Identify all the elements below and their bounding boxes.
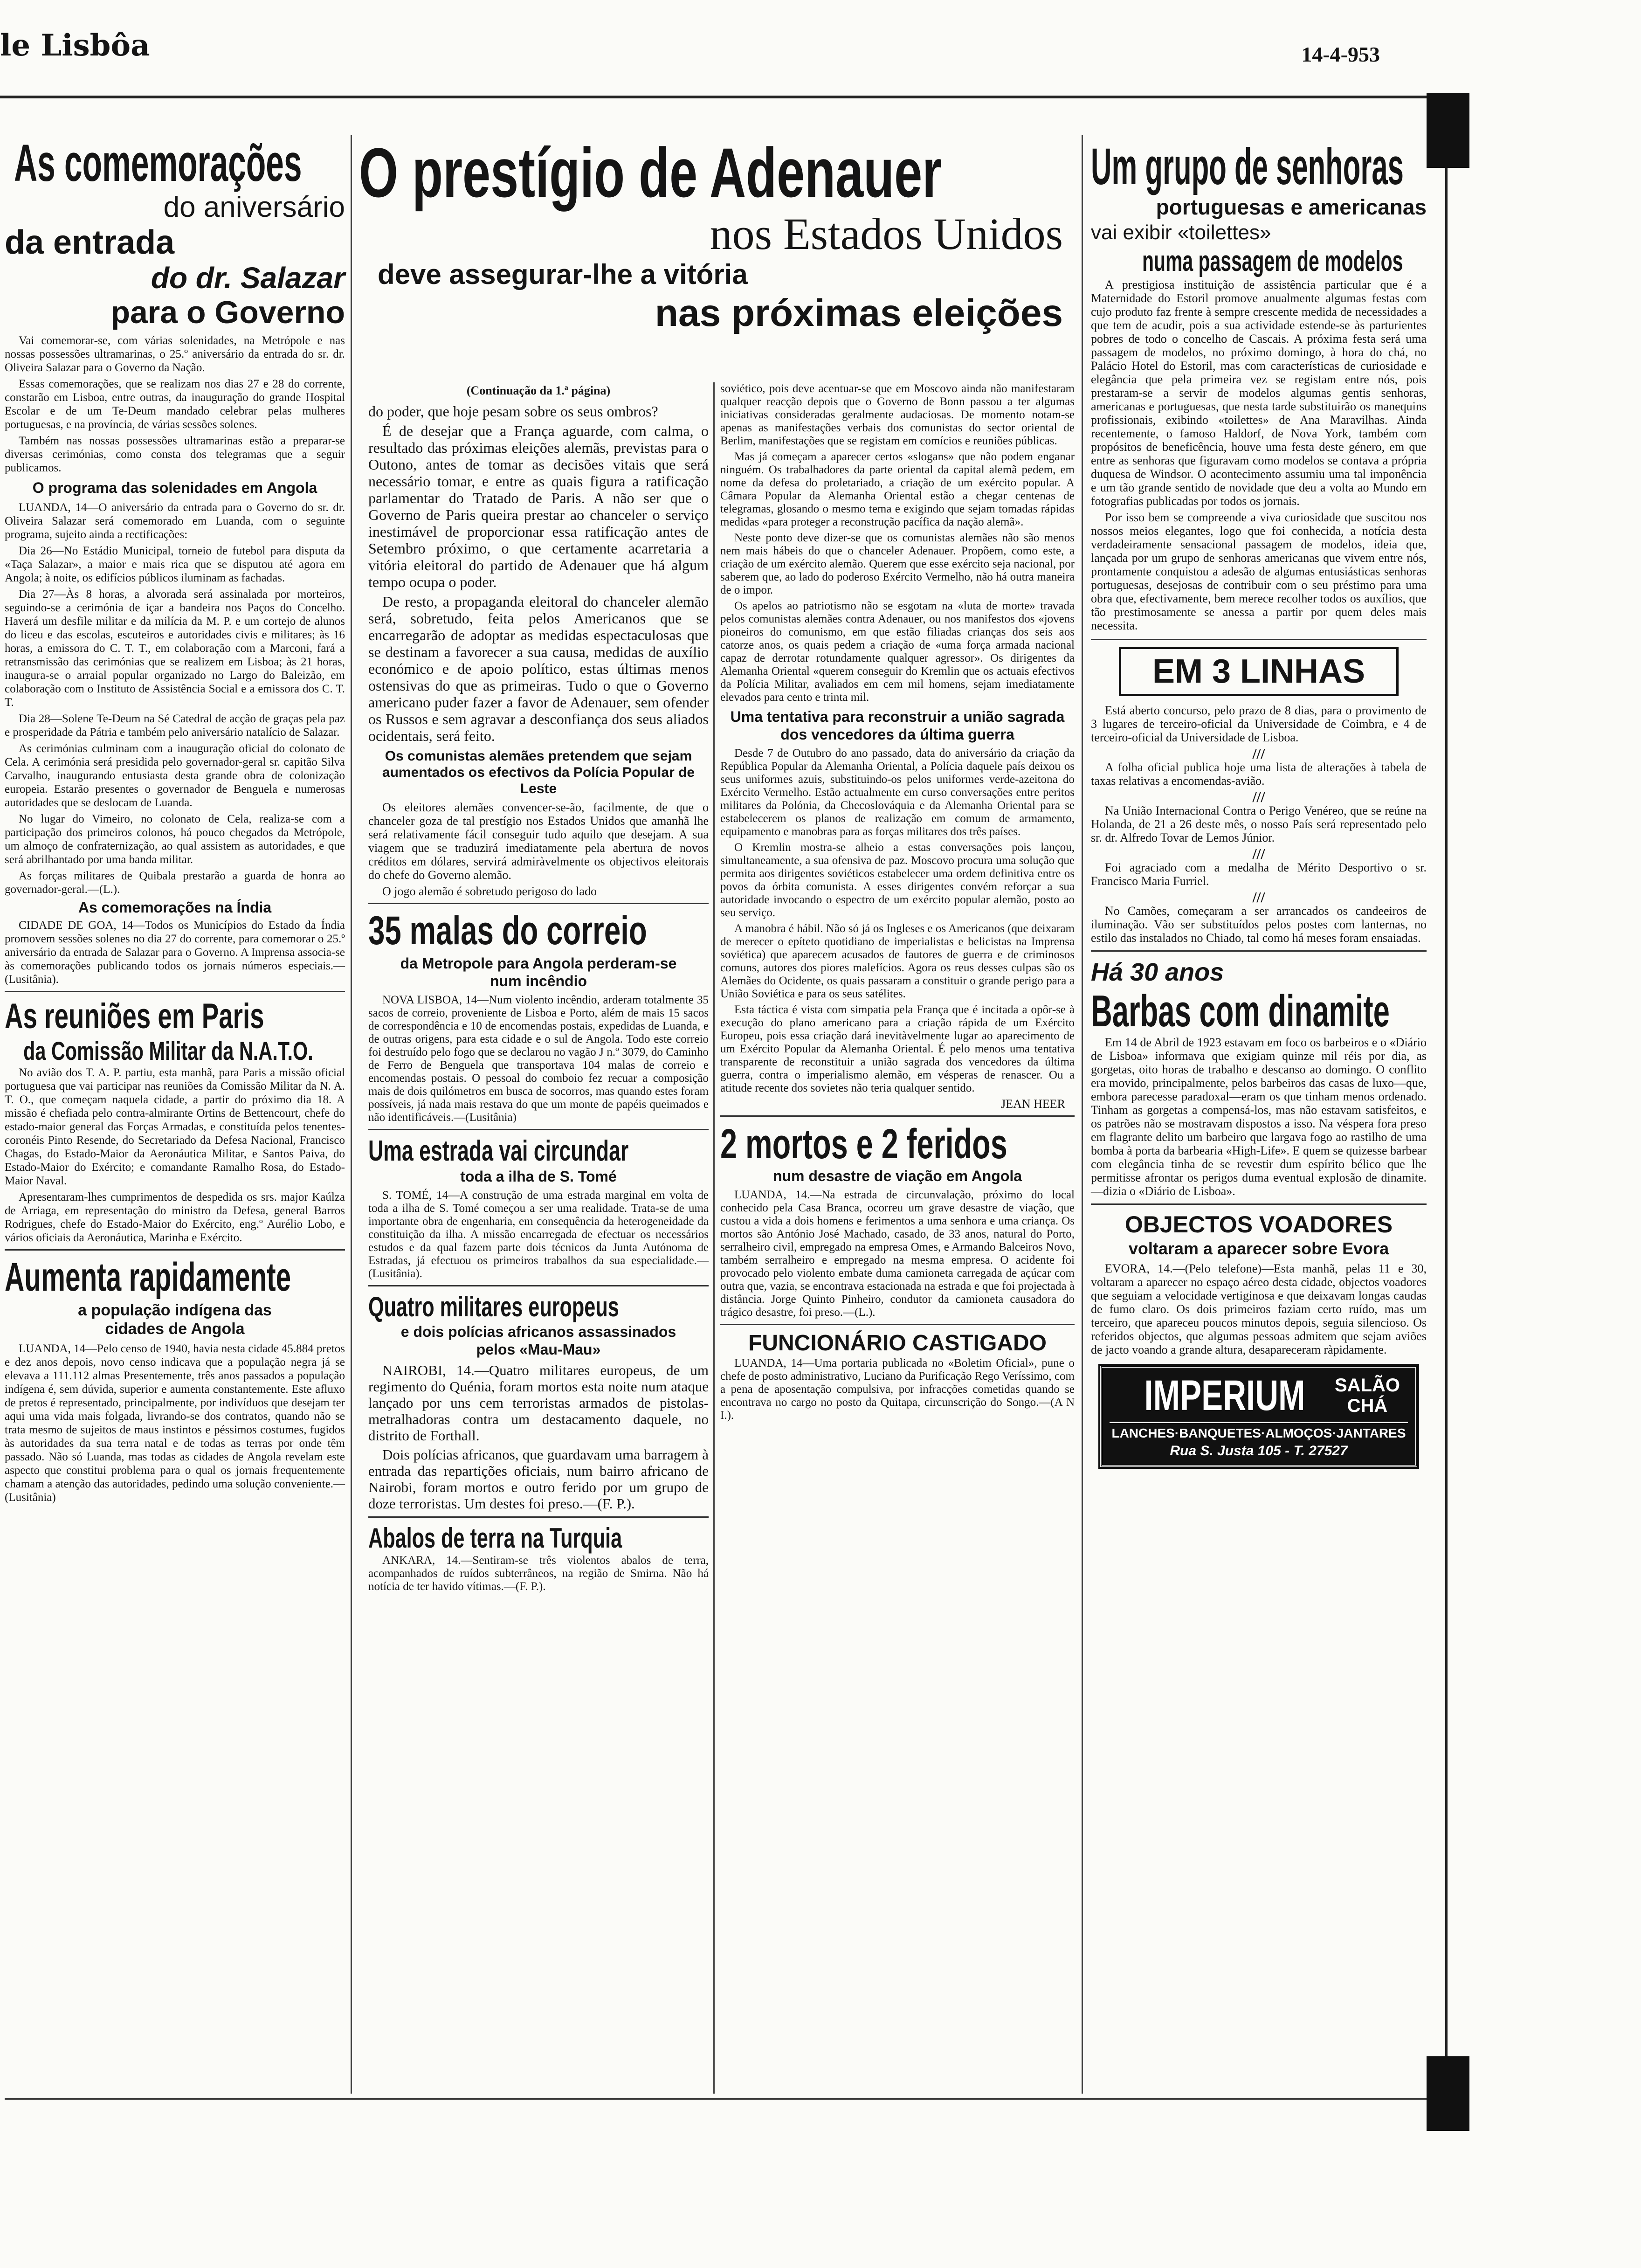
headline-quatro: Quatro militares europeus [368, 1291, 619, 1322]
headline-line-1: O prestígio de Adenauer [359, 133, 942, 212]
column-1 [5, 135, 345, 1507]
paragraph: As cerimónias culminam com a inauguração oficial do colonato de Cela. A cerimónia será presidida pelo governador-geral sr. capitão Silva Carvalho, inaugurando entusiasta desta grande obra de colonização europeia. Estarão presentes o governador de Benguela e numerosas autoridades que se deslocam de Luanda. [5, 742, 345, 809]
headline-line-4: nas próximas eleições [655, 292, 1063, 334]
paragraph: Desde 7 de Outubro do ano passado, data do aniversário da criação da República Popular da Alemanha Oriental, a Polícia daquele país deixou os seus uniformes azuis, substituindo-os pelos uniformes verde-azeitona do Exército Vermelho. Estão actualmente em curso conversações entre peritos militares da Polónia, da Checoslováquia e da Alemanha Oriental para se estabelecerem os planos de realização em comum de armamento, equipamento e manobras para as forças militares dos três países. [720, 747, 1075, 838]
headline-line-2: nos Estados Unidos [710, 209, 1063, 259]
ad-services: LANCHES·BANQUETES·ALMOÇOS·JANTARES [1110, 1422, 1408, 1442]
headline-mortos: 2 mortos e 2 feridos [720, 1121, 1007, 1168]
headline-line-3: vai exibir «toilettes» [1091, 221, 1271, 244]
bottom-rule [5, 2098, 1427, 2100]
paragraph: O jogo alemão é sobretudo perigoso do lado [382, 885, 597, 898]
column-4 [1091, 140, 1427, 1467]
paragraph: LUANDA, 14—O aniversário da entrada para o Governo do sr. dr. Oliveira Salazar será comemorado em Luanda, com o seguinte programa, sujeito ainda a rectificações: [5, 501, 345, 541]
subheading-desastre: num desastre de viação em Angola [772, 1168, 1022, 1184]
paragraph: Em 14 de Abril de 1923 estavam em foco os barbeiros e o «Diário de Lisboa» informava que exigiam quinze mil réis por dia, as gorgetas, oito horas de trabalho e descanso ao domingo. O conflito era movido, principalmente, pelos barbeiros das casas de luxo—que, embora parecesse paradoxal—eram os que tinham menos ordenado. Tinham as gorgetas a compensá-los, mas não estavam satisfeitos, e os patrões não se mostravam dispostos a isso. Na véspera fora preso em flagrante delito um barbeiro que largava fogo ao rastilho de uma bomba à porta da barbearia «High-Life». E quem se quizesse barbear com elegância tinha de se revestir dum espírito bélico que lhe permitisse afrontar os perigos duma eventual explosão de dinamite.—dizia o «Diário de Lisboa». [1091, 1036, 1427, 1198]
paragraph: De resto, a propaganda eleitoral do chanceler alemão será, sobretudo, feita pelos Americanos que se encarregarão de adoptar as medidas espectaculosas que se destinam a favorecer a sua causa, medidas de auxílio económico e de apoio político, estas últimas menos ostensivas do que as primeiras. Tudo o que o Governo americano puder fazer a favor de Adenauer, sem ofender os Russos e sem agravar a desconfiança dos seus aliados ocidentais, será feito. [368, 593, 709, 744]
headline-line-1: As comemorações [14, 134, 302, 192]
subheading-uniao: Uma tentativa para reconstruir a união sagrada dos vencedores da última guerra [730, 708, 1065, 743]
divider [5, 1249, 345, 1251]
paragraph: Também nas nossas possessões ultramarinas estão a preparar-se diversas cerimónias, como consta dos telegramas que a seguir publicamos. [5, 435, 345, 474]
subheading-evora: voltaram a aparecer sobre Evora [1128, 1239, 1389, 1258]
continuation-note: (Continuação da 1.ª página) [466, 384, 611, 397]
subheading-comunistas: Os comunistas alemães pretendem que sejam aumentados os efectivos da Polícia Popular de Leste [382, 748, 695, 796]
separator-marks: /// [1252, 845, 1265, 862]
headline-line-2: do aniversário [163, 191, 345, 223]
column-2 [368, 382, 709, 1596]
ad-salao: SALÃO [1335, 1375, 1400, 1396]
paragraph: NOVA LISBOA, 14—Num violento incêndio, arderam totalmente 35 sacos de correio, proveniente de Lisboa e Porto, além de mais 15 sacos de correspondência e 10 de encomendas postais, expedidas de Luanda, e de outras origens, para esta cidade e o sul de Angola. Todo este correio foi destruído pelo fogo que se declarou no vagão J n.º 3079, do Caminho de Ferro de Benguela que transportava 104 malas de correio e encomendas postais. O pessoal do comboio fez recuar a composição mais de dois quilómetros em busca de socorros, mas quando estes foram possíveis, já nada mais restava do que um monte de papéis queimados e não identificáveis.—(Lusitânia) [368, 994, 709, 1124]
ad-cha: CHÁ [1347, 1396, 1388, 1416]
byline: JEAN HEER [1001, 1097, 1065, 1111]
margin-block-bottom [1427, 2056, 1469, 2131]
paragraph: LUANDA, 14—Uma portaria publicada no «Boletim Oficial», pune o chefe de posto administrativo, Luciano da Purificação Rego Veríssimo, com a pena de aposentação compulsiva, por infracções cometidas quando se encontrava no cargo no posto da Quitapa, circunscrição do Songo.—(A N I.). [720, 1357, 1075, 1422]
paragraph: Mas já começam a aparecer certos «slogans» que não podem enganar ninguém. Os trabalhadores da parte oriental da capital alemã pedem, em nome da defesa do proletariado, a criação de um exército popular. A Câmara Popular da Alemanha Oriental estão a chegar centenas de telegramas, glosando o mesmo tema e exigindo que sejam tomadas rápidas medidas «para proteger a reconstrução pacífica da nação alemã». [720, 450, 1075, 528]
news-brief: Foi agraciado com a medalha de Mérito Desportivo o sr. Francisco Maria Furriel. [1091, 861, 1427, 888]
paragraph: CIDADE DE GOA, 14—Todos os Municípios do Estado da Índia promovem sessões solenes no dia 27 do corrente, para comemorar o 25.º aniversário da entrada de Salazar para o Governo. A Imprensa associa-se às comemorações publicando todos os jornais números especiais.—(Lusitânia). [5, 919, 345, 986]
column-rule [713, 382, 715, 2094]
paragraph: Dia 28—Solene Te-Deum na Sé Catedral de acção de graças pela paz e prosperidade da Pátria e também pelo aniversário natalício de Salazar. [5, 712, 345, 739]
paragraph: Por isso bem se compreende a viva curiosidade que suscitou nos nossos meios elegantes, logo que foi conhecida, a notícia desta verdadeiramente sensacional passagem de modelos, ideia que, lançada por um grupo de senhoras americanas que vivem entre nós, prontamente conquistou a adesão de algumas entusiásticas senhoras portuguesas, desejosas de contribuir com o seu préstimo para uma obra que, efectivamente, bem merece recolher todos os auxílios, que tão prestimosamente se anessa a partir por quem deles mais necessita. [1091, 511, 1427, 632]
headline-barbas: Barbas com dinamite [1091, 986, 1390, 1036]
paragraph: Dia 26—No Estádio Municipal, torneio de futebol para disputa da «Taça Salazar», a maior e mais rica que se disputou até agora em Angola; à noite, os edifícios públicos iluminam as fachadas. [5, 545, 345, 584]
margin-block-top [1427, 93, 1469, 168]
kicker-30-anos: Há 30 anos [1091, 958, 1224, 986]
divider [368, 1129, 709, 1130]
divider [1091, 639, 1427, 640]
separator-marks: /// [1252, 788, 1265, 805]
headline-line-3: da entrada [5, 224, 175, 261]
paragraph: ANKARA, 14.—Sentiram-se três violentos abalos de terra, acompanhados de ruídos subterrâneos, na região de Smirna. Não há notícia de ter havido vítimas.—(F. P.). [368, 1554, 709, 1593]
headline-malas: 35 malas do correio [368, 908, 647, 953]
paragraph: EVORA, 14.—(Pelo telefone)—Esta manhã, pelas 11 e 30, voltaram a aparecer no espaço aéreo desta cidade, objectos voadores que seguiam a velocidade vertiginosa e que deixavam longas caudas de fumo claro. Os dois primeiros faziam certo ruído, mas um terceiro, que apareceu poucos minutos depois, seguia silencioso. Os referidos objectos, que algumas pessoas admitem que sejam aviões de jacto voando a grande altura, desapareceram ràpidamente. [1091, 1262, 1427, 1356]
divider [1091, 950, 1427, 952]
paragraph: Dois polícias africanos, que guardavam uma barragem à entrada das repartições oficiais, num bairro africano de Nairobi, foram mortos e outro ferido por um grupo de doze terroristas. Um destes foi preso.—(F. P.). [368, 1446, 709, 1512]
subheading-maumau: e dois polícias africanos assassinados pelos «Mau-Mau» [400, 1323, 676, 1358]
headline-line-4: do dr. Salazar [151, 261, 345, 295]
margin-rule [1445, 168, 1448, 2061]
headline-senhoras: Um grupo de senhoras [1091, 138, 1404, 195]
column-rule [351, 135, 352, 2094]
column-rule [1082, 135, 1083, 2094]
headline-estrada: Uma estrada vai circundar [368, 1135, 629, 1167]
paragraph: Essas comemorações, que se realizam nos dias 27 e 28 do corrente, constarão em Lisboa, entre outras, da inauguração do grande Hospital Escolar e de um Te-Deum mandado celebrar pelas mulheres portuguesas, e na província, de várias sessões solenes. [5, 378, 345, 431]
subheading-india: As comemorações na Índia [78, 899, 272, 916]
paragraph: Esta táctica é vista com simpatia pela França que é incitada a opôr-se à execução do plano americano para a criação rápida de um Exército Europeu, pois essa criação dará inevitàvelmente lugar ao aparecimento de um Exército Popular da Alemanha Oriental. É pelo menos uma tentativa transparente de reconstituir a união sagrada dos vencedores da última guerra, contra o imperialismo alemão, em vésperas de renascer. Ou a atitude recente dos sovietes não teria qualquer sentido. [720, 1003, 1075, 1094]
paragraph: No avião dos T. A. P. partiu, esta manhã, para Paris a missão oficial portuguesa que vai participar nas reuniões da Comissão Militar da N. A. T. O., que começam naquela cidade, a partir do próximo dia 18. A missão é chefiada pelo contra-almirante Ortins de Bettencourt, chefe do estado-maior general das Forças Armadas, e constituída pelos tenentes-coronéis Pinto Resende, do Secretariado da Defesa Nacional, Francisco Chagas, do Estado-Maior da Aeronáutica Militar, e Santos Paiva, do Estado-Maior do Exército; e comandante Ramalho Rosa, do Estado-Maior Naval. [5, 1066, 345, 1187]
paragraph: A prestigiosa instituição de assistência particular que é a Maternidade do Estoril promove anualmente algumas festas com cujo produto faz frente à sempre crescente medida de necessidades a que tem de acudir, pois a sua actividade estende-se às parturientes pobres de todo o concelho de Cascais. A próxima festa será uma passagem de modelos, no próximo domingo, à hora do chá, no Palácio Hotel do Estoril, mas com características de curiosidade e elegância que pela primeira vez se registam entre nós, pois prestaram-se a servir de modelos algumas gentis senhoras, americanas e portuguesas, que nesta tarde substituirão os manequins profissionais, exibindo «toilettes» de Ana Maravilhas. Ainda recentemente, o famoso Haldorf, de Nova York, também com propósitos de beneficência, houve uma festa deste género, em que entre as senhoras que figuravam como modelos se contava a própria duquesa de Windsor. O acontecimento assumiu uma tal imponência e um tão grande sentido de novidade que deu a volta ao Mundo em fotografias publicadas por todos os jornais. [1091, 278, 1427, 508]
paragraph: Dia 27—Às 8 horas, a alvorada será assinalada por morteiros, seguindo-se a cerimónia de içar a bandeira nos Paços do Concelho. Haverá um desfile militar e da milícia da M. P. e um cortejo de alunos do liceu e das escolas, escuteiros e autoridades civis e militares; às 16 horas, a emissora do C. T. T., em colaboração com a Marconi, fará a retransmissão das cerimónias que se realizem em Lisboa; às 21 horas, inaugura-se o arraial popular organizado no Largo do Baleizão, em colaboração com o Instituto de Assistência Social e a emissora dos C. T. T. [5, 588, 345, 709]
news-brief: A folha oficial publica hoje uma lista de alterações à tabela de taxas relativas a encomendas-avião. [1091, 761, 1427, 788]
paragraph: No lugar do Vimeiro, no colonato de Cela, realiza-se com a participação dos primeiros colonos, há pouco chegados da Metrópole, um almoço de confraternização, ao qual assistem as autoridades, e que será abrilhantado por uma banda militar. [5, 813, 345, 866]
paragraph: A manobra é hábil. Não só já os Ingleses e os Americanos (que deixaram de merecer o epíteto quotidiano de imperialistas e belicistas na Imprensa soviética) que aparecem acusados de fautores de guerra e de criminosos comuns, autores dos piores malefícios. Agora os reus desses culpas são os Alemães do Ocidente, os quais passaram a constituir o grande perigo para a União Soviética e para os seus satélites. [720, 922, 1075, 1000]
paragraph: LUANDA, 14—Pelo censo de 1940, havia nesta cidade 45.884 pretos e dez anos depois, novo censo indicava que a população negra já se elevava a 111.112 almas Presentemente, três anos passados a população indígena é, sem dúvida, superior e aumenta constantemente. Este afluxo de pretos é representado, principalmente, por indivíduos que desejam ter aqui uma vida mais folgada, livrando-se dos contratos, quando não se trata mesmo de sujeitos de maus instintos e péssimos costumes, fugidos às autoridades da sua terra natal e de todas as terras por onde têm passado. Não só Luanda, mas todas as cidades de Angola revelam este aspecto que constitui problema para o qual os jornais frequentemente chamam a atenção das autoridades, pedindo uma solução conveniente.—(Lusitânia) [5, 1342, 345, 1504]
headline-comemoracoes [5, 135, 345, 330]
headline-paris: As reuniões em Paris [5, 996, 264, 1036]
headline-nato: da Comissão Militar da N.A.T.O. [23, 1036, 313, 1065]
divider [720, 1115, 1075, 1117]
headline-abalos: Abalos de terra na Turquia [368, 1522, 622, 1554]
paragraph: Neste ponto deve dizer-se que os comunistas alemães não são menos nem mais hábeis do que o chanceler Adenauer. Propõem, como este, a criação de um exército alemão. Querem que esse exército seja nacional, por saberem que, ao lado do poderoso Exército Vermelho, não há outra maneira de o impor. [720, 532, 1075, 596]
news-brief: No Camões, começaram a ser arrancados os candeeiros de iluminação. Vão ser substituídos pelos postes com lanternas, no estilo das instalados no Chiado, tal como há meses foram ensaiadas. [1091, 904, 1427, 945]
divider [1091, 1203, 1427, 1205]
paragraph: NAIROBI, 14.—Quatro militares europeus, de um regimento do Quénia, foram mortos esta noite num ataque lançado por uns cem terroristas armados de pistolas-metralhadoras contra um destacamento daquele, no distrito de Forthall. [368, 1362, 709, 1444]
paragraph: O Kremlin mostra-se alheio a estas conversações pois lançou, simultaneamente, a sua ofensiva de paz. Moscovo procura uma solução que permita aos dirigentes soviéticos estabelecer uma ordem definitiva entre os povos da órbita comunista. A esses dirigentes convém reforçar a sua autoridade invocando o espectro de um exército popular alemão, posto ao seu serviço. [720, 841, 1075, 919]
subheading-angola: O programa das solenidades em Angola [32, 479, 317, 496]
paragraph: S. TOMÉ, 14—A construção de uma estrada marginal em volta de toda a ilha de S. Tomé começou a ser uma realidade. Trata-se de uma importante obra de engenharia, em consequência da heterogeneidade da constituição da ilha. A missão encarregada de efectuar os necessários estudos e da qual fazem parte dois técnicos da Junta Autónoma de Estradas, já efectuou os primeiros trabalhos da sua especialidade.—(Lusitânia). [368, 1189, 709, 1280]
ad-address: Rua S. Justa 105 - T. 27527 [1170, 1443, 1348, 1459]
issue-date: 14-4-953 [1301, 42, 1380, 66]
subheading-populacao: a população indígena das cidades de Angola [78, 1301, 272, 1338]
paragraph: do poder, que hoje pesam sobre os seus ombros? [368, 403, 658, 420]
divider [368, 1285, 709, 1286]
divider [368, 903, 709, 904]
column-3 [720, 382, 1075, 1425]
headline-aumenta: Aumenta rapidamente [5, 1255, 291, 1300]
headline-funcionario: FUNCIONÁRIO CASTIGADO [748, 1331, 1047, 1355]
paragraph: LUANDA, 14.—Na estrada de circunvalação, próximo do local conhecido pela Casa Branca, ocorreu um grave desastre de viação, que custou a vida a dois homens e ferimentos a uma senhora e uma criança. Os mortos são António José Machado, casado, de 33 anos, natural do Porto, serralheiro civil, empregado na empresa Omes, e Armando Balceiros Novo, também serralheiro e empregado na mesma empresa. O acidente foi provocado pelo violento embate duma camioneta carregada de açúcar com outra que, vazia, se encontrava estacionada na estrada e que foi projectada à distância. Jorge Quinto Pinheiro, condutor da camioneta causadora do trágico desastre, foi preso.—(L.). [720, 1189, 1075, 1319]
paragraph: Vai comemorar-se, com várias solenidades, na Metrópole e nas nossas possessões ultramarinas, o 25.º aniversário da entrada do sr. dr. Oliveira Salazar para o Governo da Nação. [5, 334, 345, 374]
paragraph: Apresentaram-lhes cumprimentos de despedida os srs. major Kaúlza de Arriaga, em representação do ministro da Defesa, general Barros Rodrigues, chefe do Estado-Maior do Exército, eng.º Aurélio Lobo, e vários oficiais da Aeronáutica, Marinha e Exército. [5, 1191, 345, 1244]
news-brief: Está aberto concurso, pelo prazo de 8 dias, para o provimento de 3 lugares de terceiro-oficial da Universidade de Coimbra, e 4 de terceiro-oficial da Universidade de Lisboa. [1091, 704, 1427, 744]
headline-line-5: para o Governo [110, 295, 345, 330]
separator-marks: /// [1252, 745, 1265, 762]
paragraph: É de desejar que a França aguarde, com calma, o resultado das próximas eleições alemãs, previstas para o Outono, antes de tomar as decisões vitais que será necessário tomar, e entre as quais figura a ratificação parlamentar do Tratado de Paris. A não ser que o Governo de Paris queira prestar ao chanceler o serviço inestimável de proporcionar essa ratificação antes de Setembro próximo, o que certamente acarretaria a vitória eleitoral do partido de Adenauer que há algum tempo ocupa o poder. [368, 422, 709, 590]
top-rule [0, 96, 1427, 98]
imperium-advertisement [1100, 1366, 1417, 1467]
divider [5, 991, 345, 992]
paragraph: Os apelos ao patriotismo não se esgotam na «luta de morte» travada pelos comunistas alemães contra Adenauer, ou nos manifestos dos «jovens pioneiros do comunismo, em que estão filiadas crianças dos seis aos catorze anos, os quais pedem a criação de «uma força armada nacional capaz de derrotar rotundamente qualquer agressor». Os dirigentes da Alemanha Oriental «querem conseguir do Kremlin que os actuais efectivos da Polícia Militar, avaliados em cem mil homens, sejam imediatamente elevados para cento e trinta mil. [720, 600, 1075, 704]
subheading-malas: da Metropole para Angola perderam-se num incêndio [400, 955, 677, 989]
em-3-linhas-box: EM 3 LINHAS [1119, 647, 1399, 696]
separator-marks: /// [1252, 889, 1265, 906]
ad-brand: IMPERIUM [1144, 1372, 1305, 1419]
paragraph: Os eleitores alemães convencer-se-ão, facilmente, de que o chanceler goza de tal prestígio nos Estados Unidos que amanhã lhe será relativamente fácil conseguir tudo aquilo que desejam. A sua viagem que se traduzirá imediatamente pela abertura de novos créditos em dólares, servirá admiràvelmente os objectivos eleitorais do chefe do Governo alemão. [368, 801, 709, 882]
paragraph: soviético, pois deve acentuar-se que em Moscovo ainda não manifestaram qualquer reacção depois que o Governo de Bonn passou a ter algumas iniciativas consideradas geralmente audaciosas. De momento notam-se apenas as manifestações verbais dos comunistas do sector oriental de Berlim, manifestações que se registam em comícios e reuniões públicas. [720, 382, 1075, 447]
headline-adenauer [359, 135, 1082, 336]
headline-line-2: portuguesas e americanas [1156, 195, 1427, 219]
divider [720, 1324, 1075, 1325]
masthead-title: le Lisbôa [0, 28, 150, 63]
paragraph: As forças militares de Quibala prestarão a guarda de honra ao governador-geral.—(L.). [5, 870, 345, 896]
news-brief: Na União Internacional Contra o Perigo Venéreo, que se reúne na Holanda, de 21 a 26 deste mês, o nosso País será representado pelo sr. dr. Alfredo Tovar de Lemos Júnior. [1091, 804, 1427, 844]
headline-line-3: deve assegurar-lhe a vitória [378, 259, 748, 290]
headline-objectos: OBJECTOS VOADORES [1124, 1211, 1393, 1238]
subheading-estrada: toda a ilha de S. Tomé [460, 1168, 617, 1185]
divider [368, 1516, 709, 1518]
headline-line-4: numa passagem de modelos [1142, 245, 1403, 277]
